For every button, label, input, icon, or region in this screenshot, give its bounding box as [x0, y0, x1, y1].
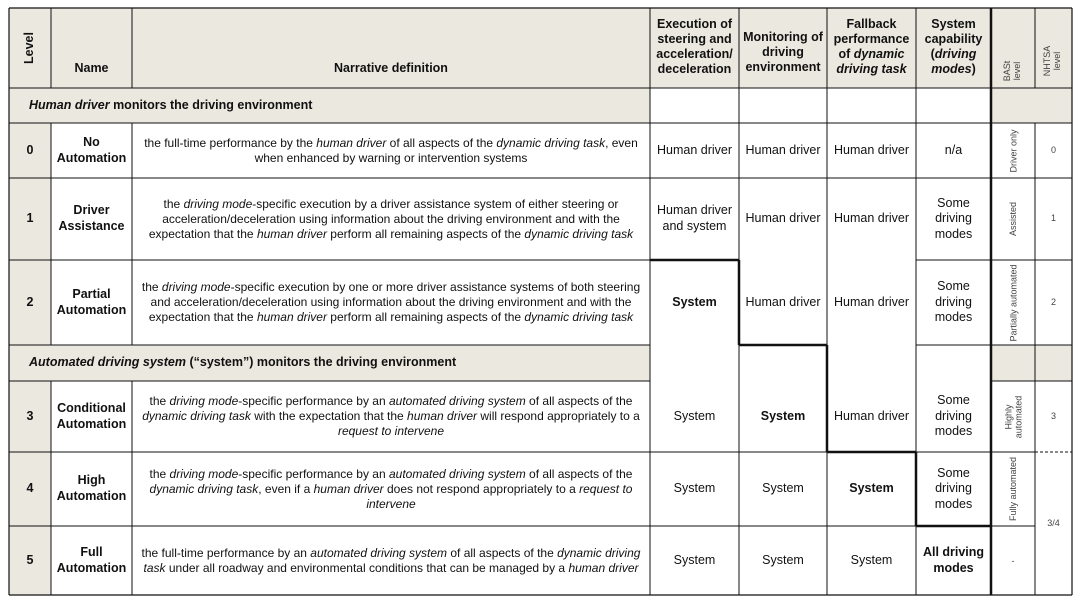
level-3-monitoring: System — [760, 408, 806, 423]
level-3-nhtsa: 3 — [1050, 410, 1056, 421]
header-monitoring: Monitoring of driving environment — [743, 30, 823, 74]
level-0-fallback: Human driver — [833, 142, 910, 157]
header-narrative: Narrative definition — [334, 61, 448, 76]
level-4-5-nhtsa: 3/4 — [1047, 517, 1060, 528]
section-ads-rest: (“system”) monitors the driving environment — [185, 355, 457, 370]
section-human-em: Human driver — [29, 97, 110, 112]
level-0-number: 0 — [26, 142, 34, 157]
level-3-capability: Some driving modes — [934, 393, 973, 439]
header-bast — [1002, 51, 1024, 91]
level-2-monitoring: Human driver — [745, 294, 821, 309]
header-bast-line2: level — [1012, 61, 1022, 81]
level-3-definition: the driving mode-specific performance by an automated driving system of all aspects of the dynamic driving task with the expectation that the human driver will respond appropriately to a request to intervene — [142, 394, 640, 438]
level-2-name: Partial Automation — [56, 286, 127, 317]
level-5-bast: - — [1011, 555, 1015, 566]
level-5-name: Full Automation — [56, 544, 127, 575]
level-0-bast: Driver only — [1008, 129, 1018, 173]
header-level: Level — [22, 32, 36, 64]
level-5-monitoring: System — [762, 552, 804, 567]
level-3-execution: System — [673, 408, 716, 423]
level-4-monitoring: System — [762, 481, 804, 496]
level-0-monitoring: Human driver — [745, 142, 821, 157]
level-1-execution: Human driver and system — [656, 203, 733, 233]
level-3-fallback: Human driver — [833, 408, 910, 423]
level-1-fallback: Human driver — [833, 211, 910, 226]
level-0-nhtsa: 0 — [1050, 144, 1056, 155]
level-3-name: Conditional Automation — [56, 400, 127, 431]
section-human — [9, 88, 650, 123]
level-4-name: High Automation — [56, 473, 127, 503]
section-ads-right-bg — [991, 345, 1072, 381]
header-execution: Execution of steering and acceleration/ deceleration — [656, 17, 733, 76]
level-2-number: 2 — [26, 294, 34, 309]
level-0-execution: Human driver — [656, 142, 733, 157]
level-2-definition: the driving mode-specific execution by one or more driver assistance systems of both steering and acceleration/deceleration using information about the driving environment and with the expectation that the human driver perform all remaining aspects of the dynamic driving task — [141, 280, 641, 324]
level-0-capability: n/a — [944, 142, 963, 157]
section-ads-em: Automated driving system — [29, 355, 186, 370]
level-0-definition: the full-time performance by the human driver of all aspects of the dynamic driving task, even when enhanced by warning or intervention systems — [144, 135, 638, 165]
level-2-fallback: Human driver — [833, 294, 910, 309]
level-5-definition: the full-time performance by an automated driving system of all aspects of the dynamic driving task under all roadway and environmental conditions that can be managed by a human driver — [141, 545, 641, 575]
level-2-nhtsa: 2 — [1050, 296, 1056, 307]
level-1-number: 1 — [26, 211, 34, 226]
header-nhtsa-line2: level — [1052, 51, 1062, 71]
level-2-execution: System — [672, 294, 717, 309]
level-4-capability: Some driving modes — [934, 465, 973, 511]
level-4-definition: the driving mode-specific performance by an automated driving system of all aspects of the dynamic driving task, even if a human driver does not respond appropriately to a request to intervene — [149, 466, 633, 511]
level-4-fallback: System — [849, 481, 894, 496]
header-nhtsa — [1042, 41, 1064, 81]
header-nhtsa-line1: NHTSA — [1042, 45, 1052, 77]
level-5-execution: System — [673, 552, 716, 567]
level-5-number: 5 — [26, 552, 34, 567]
header-fallback: Fallback performance of dynamic driving task — [833, 17, 910, 76]
header-name: Name — [74, 61, 109, 76]
header-bast-line1: BASt — [1002, 60, 1012, 82]
level-1-definition: the driving mode-specific execution by a driver assistance system of either steering or acceleration/deceleration using information about the driving environment and with the expectation that the human driver perform all remaining aspects of the dynamic driving task — [148, 196, 634, 241]
section-ads — [9, 345, 650, 381]
level-1-capability: Some driving modes — [934, 195, 973, 241]
level-1-monitoring: Human driver — [745, 211, 821, 226]
header-capability: System capability (driving modes) — [924, 17, 983, 76]
section-human-rest: monitors the driving environment — [109, 97, 313, 112]
level-1-nhtsa: 1 — [1050, 213, 1056, 224]
level-1-name: Driver Assistance — [58, 203, 125, 233]
level-3-bast: Highly automated — [1003, 395, 1023, 438]
section-human-right-bg — [991, 88, 1072, 123]
level-5-capability: All driving modes — [922, 544, 985, 575]
level-1-bast: Assisted — [1008, 202, 1018, 237]
level-3-number: 3 — [26, 408, 34, 423]
level-2-capability: Some driving modes — [934, 279, 973, 325]
level-2-bast: Partially automated — [1008, 263, 1018, 342]
level-0-name: No Automation — [56, 134, 127, 165]
level-4-number: 4 — [26, 481, 34, 496]
level-4-bast: Fully automated — [1008, 456, 1018, 522]
level-5-fallback: System — [850, 552, 893, 567]
level-4-execution: System — [673, 481, 716, 496]
